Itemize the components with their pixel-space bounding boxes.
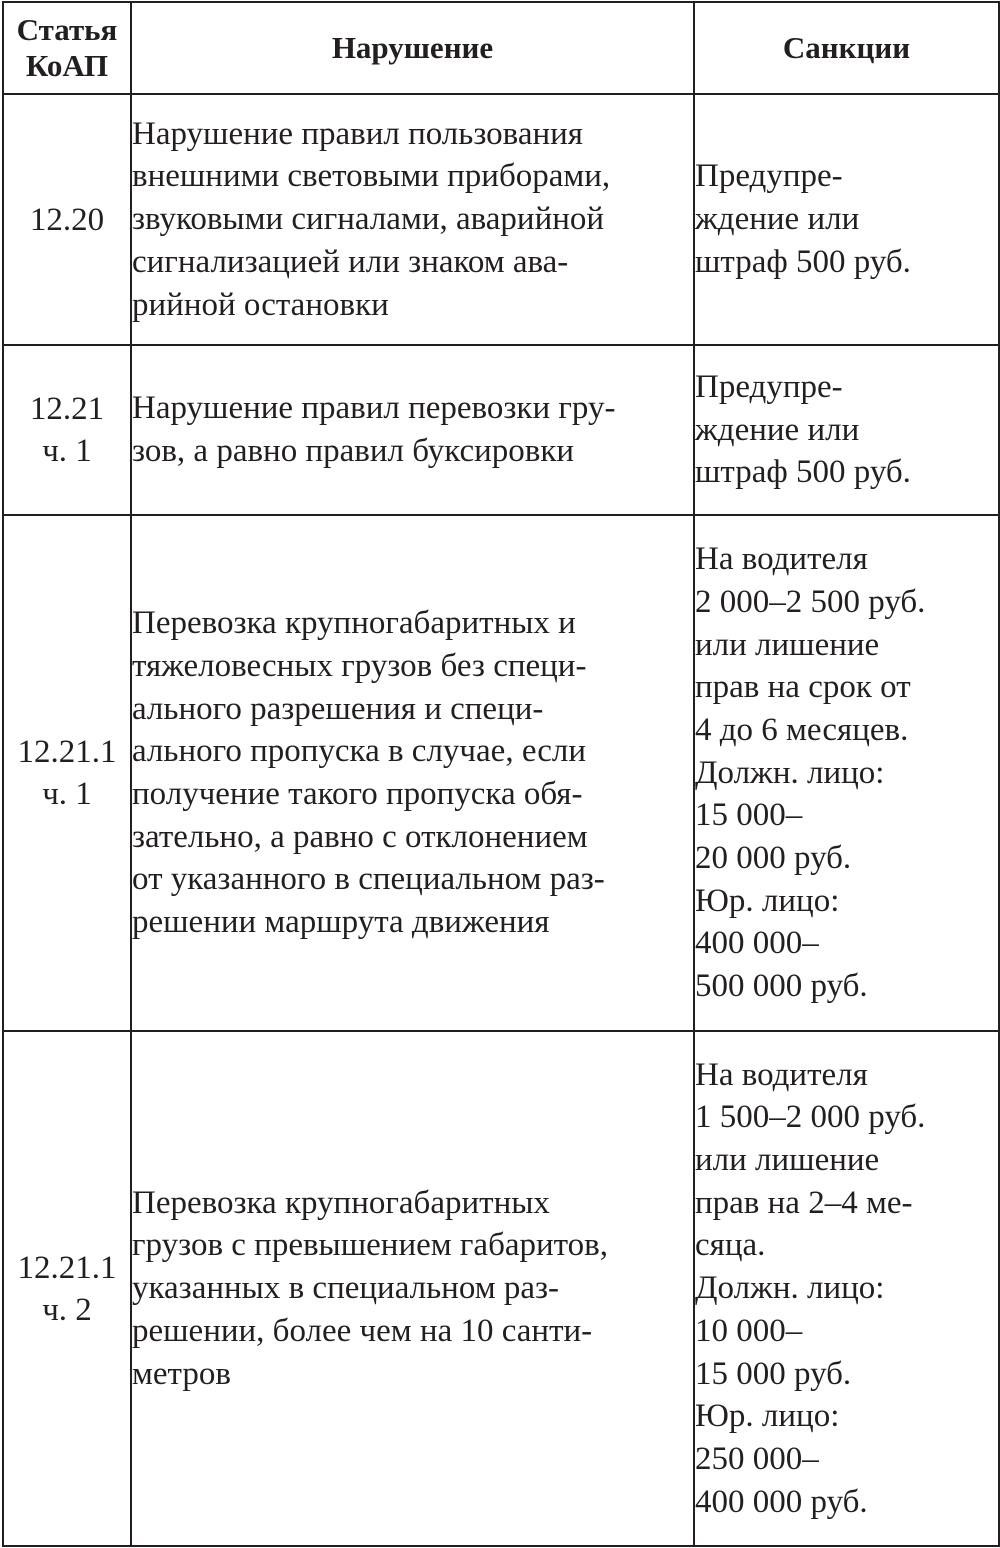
header-violation: Нарушение — [131, 2, 694, 94]
article-cell: 12.20 — [3, 94, 131, 345]
sanctions-cell: На водителя 1 500–2 000 руб. или лишение прав на 2–4 ме- сяца. Должн. лицо: 10 000– 15 000 руб. Юр. лицо: 250 000– 400 000 руб. — [694, 1031, 999, 1546]
article-cell: 12.21.1 ч. 2 — [3, 1031, 131, 1546]
table-row — [3, 515, 999, 1031]
article-cell: 12.21.1 ч. 1 — [3, 515, 131, 1031]
article-cell: 12.21 ч. 1 — [3, 345, 131, 515]
violation-cell: Нарушение правил пользования внешними световыми приборами, звуковыми сигналами, аварийной сигнализацией или знаком ава- рийной остановки — [131, 94, 694, 345]
table-row — [3, 94, 999, 345]
violation-cell: Перевозка крупногабаритных и тяжеловесных грузов без специ- ального разрешения и специ- ального пропуска в случае, если получение такого пропуска обя- зательно, а равно с отклонением от указанного в специальном раз- решении маршрута движения — [131, 515, 694, 1031]
table-row — [3, 345, 999, 515]
header-article: Статья КоАП — [3, 2, 131, 94]
violation-cell: Нарушение правил перевозки гру- зов, а равно правил буксировки — [131, 345, 694, 515]
sanctions-cell: Предупре- ждение или штраф 500 руб. — [694, 345, 999, 515]
sanctions-cell: Предупре- ждение или штраф 500 руб. — [694, 94, 999, 345]
table-header-row — [3, 2, 999, 94]
violation-cell: Перевозка крупногабаритных грузов с превышением габаритов, указанных в специальном раз- решении, более чем на 10 санти- метров — [131, 1031, 694, 1546]
sanctions-cell: На водителя 2 000–2 500 руб. или лишение прав на срок от 4 до 6 месяцев. Должн. лицо: 15 000– 20 000 руб. Юр. лицо: 400 000– 500 000 руб. — [694, 515, 999, 1031]
header-sanctions: Санкции — [694, 2, 999, 94]
table-row — [3, 1031, 999, 1546]
koap-table — [2, 1, 1000, 1547]
